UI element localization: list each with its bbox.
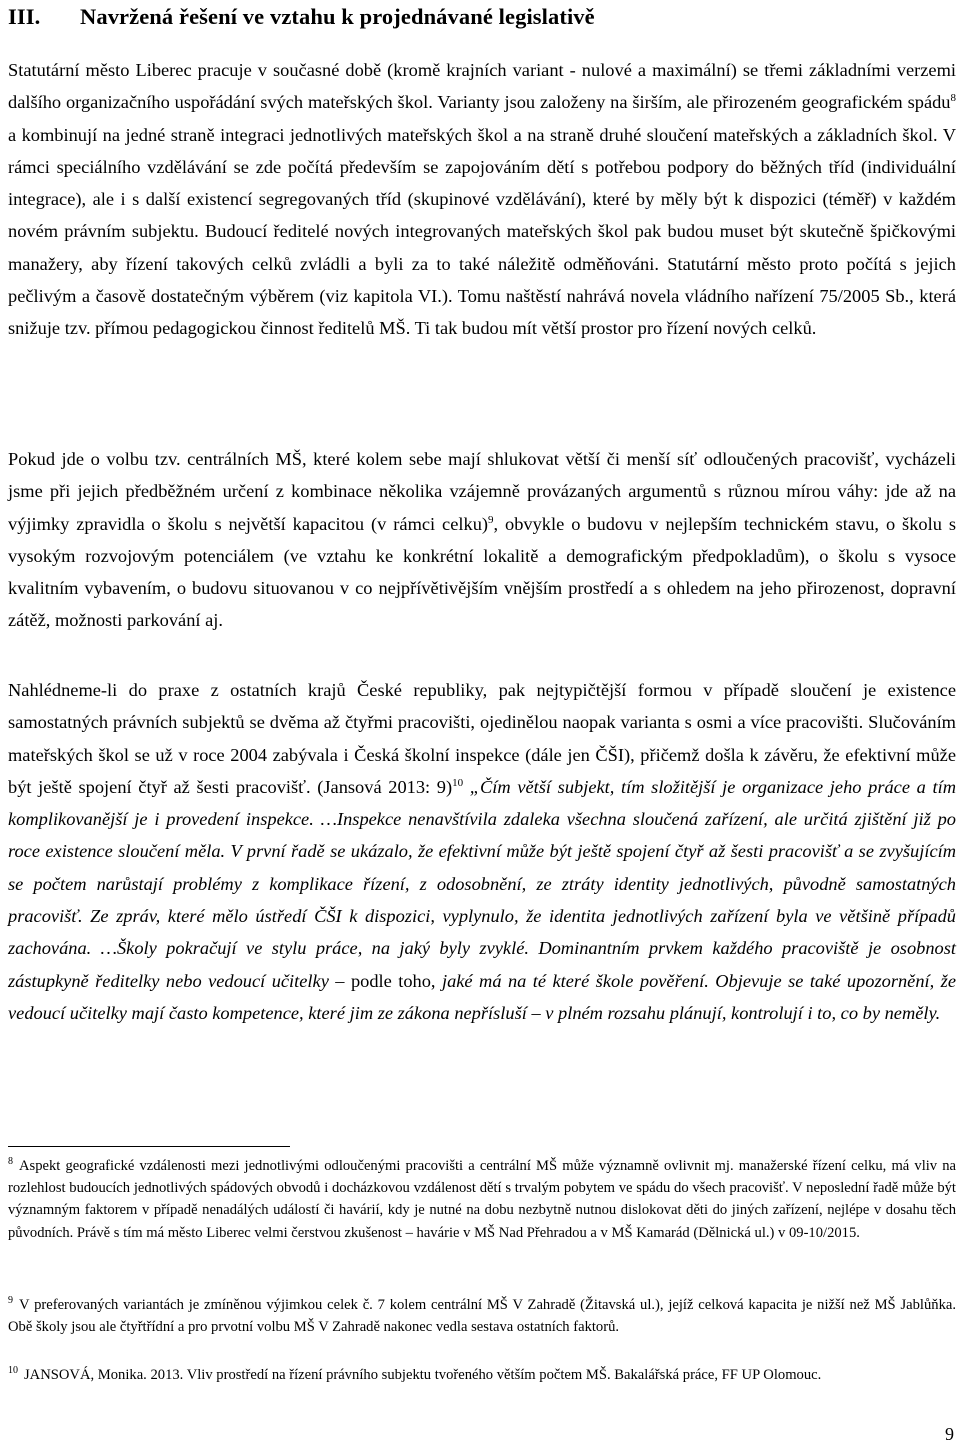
paragraph-text: Pokud jde o volbu tzv. centrálních MŠ, které kolem sebe mají shlukovat větší či menší síť odloučených pracovišť, vycházeli jsme při jejich předběžném určení z kombinace několika vzájemně provázaných argumentů s různou mírou váhy: jde až na výjimky zpravidla o školu s největší kapacitou (v rámci celku) [8,449,956,534]
footnote-number: 10 [8,1365,18,1377]
section-heading [8,4,595,30]
paragraph-text: , obvykle o budovu v nejlepším technickém stavu, o školu s vysokým rozvojovým potenciálem (ve vztahu ke konkrétní lokalitě a demografickým předpokladům), o školu s vysoce kvalitním vybavením, o budovu situovanou v co nejpřívětivějším vnějším prostředí a s ohledem na jeho přirozenost, dopravní zátěž, možnosti parkování aj. [8,513,956,631]
footnote-ref-9[interactable]: 9 [488,513,494,526]
paragraph-text: a kombinují na jedné straně integraci jednotlivých mateřských škol a na straně druhé sloučení mateřských a základních škol. V rámci speciálního vzdělávání se zde počítá především se zapojováním dětí s potřebou podpory do běžných tříd (individuální integrace), ale i s další existencí segregovaných tříd (skupinové vzdělávání), které by měly být k dispozici (téměř) v každém novém právním subjektu. Budoucí ředitelé nových integrovaných mateřských škol pak budou muset být skutečně špičkovými manažery, aby řízení takových celků zvládli a byli za to také náležitě odměňováni. Statutární město proto počítá s jejich pečlivým a časově dostatečným výběrem (viz kapitola VI.). Tomu naštěstí nahrává novela vládního nařízení 75/2005 Sb., která snižuje tzv. přímou pedagogickou činnost ředitelů MŠ. Ti tak budou mít větší prostor pro řízení nových celků. [8,124,956,339]
footnote-10 [8,1364,956,1386]
quotation: jaké má na té které škole pověření. Objevuje se také upozornění, že vedoucí učitelky mají často kompetence, které jim ze zákona nepřísluší – v plném rozsahu plánují, kontrolují i to, co by neměly. [8,970,956,1023]
footnote-text: JANSOVÁ, Monika. 2013. Vliv prostředí na řízení právního subjektu tvořeného větším počtem MŠ. Bakalářská práce, FF UP Olomouc. [24,1367,822,1383]
footnote-text: V preferovaných variantách je zmíněnou výjimkou celek č. 7 kolem centrální MŠ V Zahradě (Žitavská ul.), jejíž celková kapacita je nižší než MŠ Jablůňka. Obě školy jsou ale čtyřtřídní a pro prvotní volbu MŠ V Zahradě nakonec vedla sestava ostatních faktorů. [8,1297,956,1336]
paragraph-text: Statutární město Liberec pracuje v současné době (kromě krajních variant - nulové a maximální) se třemi základními verzemi dalšího organizačního uspořádání svých mateřských škol. Varianty jsou založeny na širším, ale přirozeném geografickém spádu [8,60,956,113]
footnote-ref-8[interactable]: 8 [950,92,956,105]
footnote-number: 9 [8,1295,13,1307]
paragraph-1 [8,54,956,345]
paragraph-text: – podle toho, [328,970,442,991]
section-title: Navržená řešení ve vztahu k projednávané legislativě [80,4,595,29]
paragraph-3 [8,674,956,1029]
page-number: 9 [945,1424,954,1444]
quotation: „Čím větší subjekt, tím složitější je organizace jeho práce a tím komplikovanější je i provedení inspekce. …Inspekce nenavštívila zdaleka všechna sloučená zařízení, ale určitá zjištění již po roce existence sloučení měla. V první řadě se ukázalo, že efektivní může být ještě spojení čtyř až šesti pracovišť a se zvyšujícím se počtem narůstají problémy z komplikace řízení, z odosobnění, ze ztráty identity jednotlivých, původně samostatných pracovišť. Ze zpráv, které mělo ústředí ČŠI k dispozici, vyplynulo, že identita jednotlivých zařízení byla ve většině případů zachována. …Školy pokračují ve stylu práce, na jaký byly zvyklé. Dominantním prvkem každého pracoviště je osobnost zástupkyně ředitelky nebo vedoucí učitelky [8,776,956,991]
footnote-ref-10[interactable]: 10 [452,776,464,789]
footnote-text: Aspekt geografické vzdálenosti mezi jednotlivými odloučenými pracovišti a centrální MŠ může významně ovlivnit mj. manažerské řízení celku, má vliv na rozlehlost budoucích jednotlivých spádových obvodů i docházkovou vzdálenost dětí s trvalým pobytem ve spádu do všech pracovišť. V neposlední řadě může být významným faktorem v případě nenadálých událostí či havárií, kdy je nutné na dobu nezbytně nutnou dislokovat děti do jiných zařízení, nejlépe v dosahu těch původních. Právě s tím má město Liberec velmi čerstvou zkušenost – havárie v MŠ Nad Přehradou a v MŠ Kamarád (Dělnická ul.) v 09-10/2015. [8,1158,956,1241]
footnote-number: 8 [8,1156,13,1168]
section-number: III. [8,4,41,29]
paragraph-text: Nahlédneme-li do praxe z ostatních krajů České republiky, pak nejtypičtější formou v případě sloučení je existence samostatných právních subjektů se dvěma až čtyřmi pracovišti, ojedinělou naopak varianta s osmi a více pracovišti. Slučováním mateřských škol se už v roce 2004 zabývala i Česká školní inspekce (dále jen ČŠI), přičemž došla k závěru, že efektivní může být ještě spojení čtyř až šesti pracovišť. (Jansová 2013: 9) [8,680,956,797]
paragraph-2 [8,443,956,637]
footnote-8 [8,1155,956,1244]
footnote-separator [8,1146,290,1147]
footnote-9 [8,1294,956,1338]
